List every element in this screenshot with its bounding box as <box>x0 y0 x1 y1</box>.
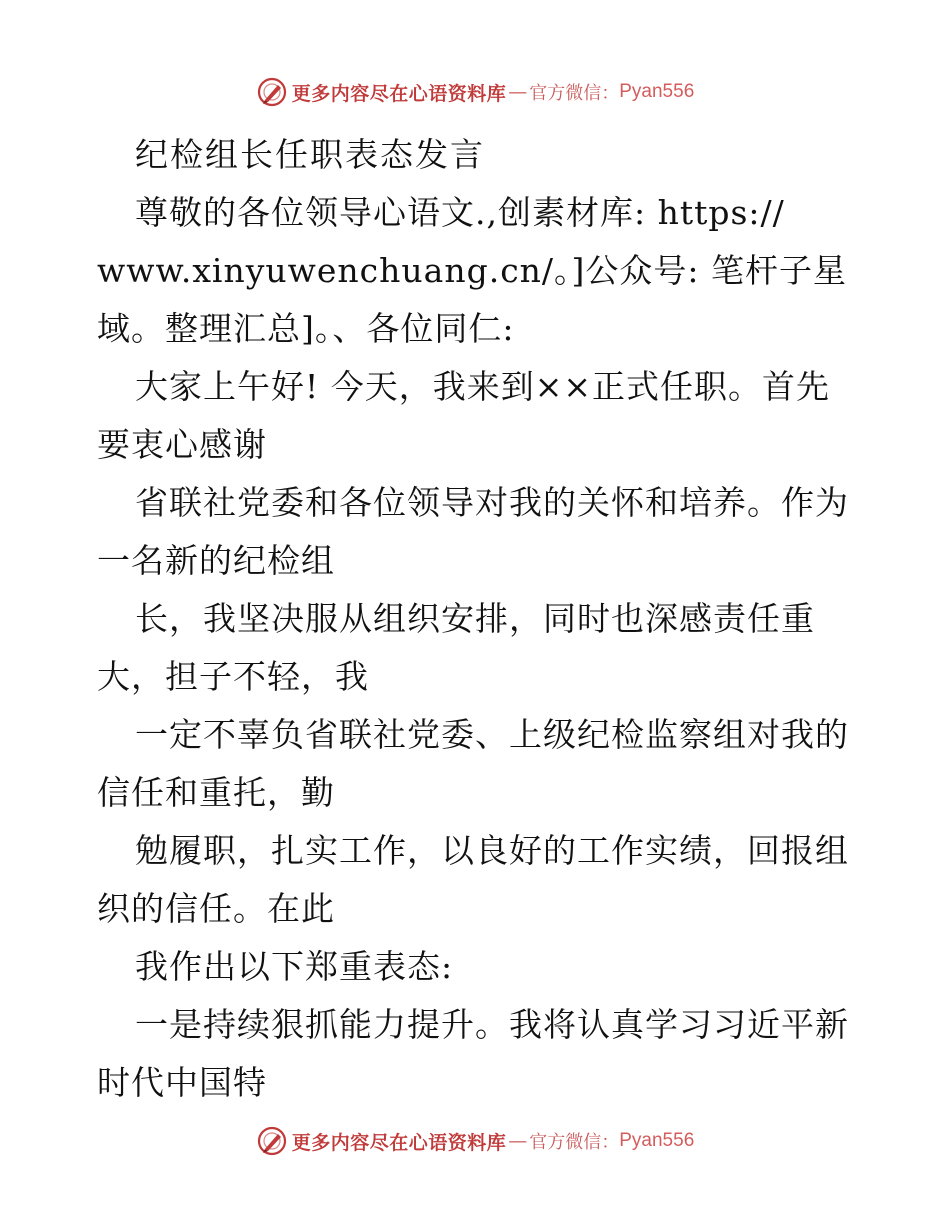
paragraph-line: 一名新的纪检组 <box>97 541 335 580</box>
paragraph-line: 信任和重托，勤 <box>97 773 335 812</box>
paragraph-greeting <box>97 358 857 474</box>
paragraph-line: 织的信任。在此 <box>97 889 335 928</box>
paragraph-line: 一是持续狠抓能力提升。我将认真学习习近平新 <box>135 1005 849 1044</box>
paragraph-line: 省联社党委和各位领导对我的关怀和培养。作为 <box>135 483 849 522</box>
paragraph-line: 大，担子不轻，我 <box>97 657 369 696</box>
paragraph-trust <box>97 706 857 822</box>
footer-wechat-label: 官方微信： <box>529 1132 620 1153</box>
footer-dash: — <box>508 1130 528 1152</box>
header-brand-text: 更多内容尽在心语资料库 <box>291 82 507 105</box>
header-banner <box>0 72 950 112</box>
footer-brand-text: 更多内容尽在心语资料库 <box>291 1131 507 1154</box>
document-title <box>97 126 857 184</box>
paragraph-thanks <box>97 474 857 590</box>
pen-logo-icon <box>256 76 288 108</box>
paragraph-statement-intro <box>97 938 857 996</box>
header-wechat-label: 官方微信： <box>529 83 620 104</box>
paragraph-diligence <box>97 822 857 938</box>
document-body <box>97 126 857 1112</box>
title-line: 纪检组长任职表态发言 <box>135 135 485 174</box>
header-wechat-id: Pyan556 <box>619 81 695 102</box>
paragraph-line: 勉履职，扎实工作，以良好的工作实绩，回报组 <box>135 831 849 870</box>
paragraph-line: 尊敬的各位领导心语文.,创素材库: https:// <box>135 193 785 232</box>
paragraph-line: 要衷心感谢 <box>97 425 267 464</box>
footer-wechat-id: Pyan556 <box>619 1130 695 1151</box>
paragraph-line: 大家上午好! 今天，我来到××正式任职。首先 <box>135 367 831 406</box>
paragraph-commitment <box>97 590 857 706</box>
paragraph-line: 一定不辜负省联社党委、上级纪检监察组对我的 <box>135 715 849 754</box>
paragraph-line: 时代中国特 <box>97 1063 267 1102</box>
paragraph-line: 长，我坚决服从组织安排，同时也深感责任重 <box>135 599 815 638</box>
paragraph-salutation <box>97 184 857 358</box>
paragraph-line: www.xinyuwenchuang.cn/。]公众号: 笔杆子星 <box>97 251 848 290</box>
pen-logo-icon <box>256 1125 288 1157</box>
footer-banner <box>0 1121 950 1161</box>
paragraph-line: 域。整理汇总]。、各位同仁: <box>97 309 515 348</box>
paragraph-point-one <box>97 996 857 1112</box>
paragraph-line: 我作出以下郑重表态: <box>135 947 454 986</box>
header-dash: — <box>508 81 528 103</box>
